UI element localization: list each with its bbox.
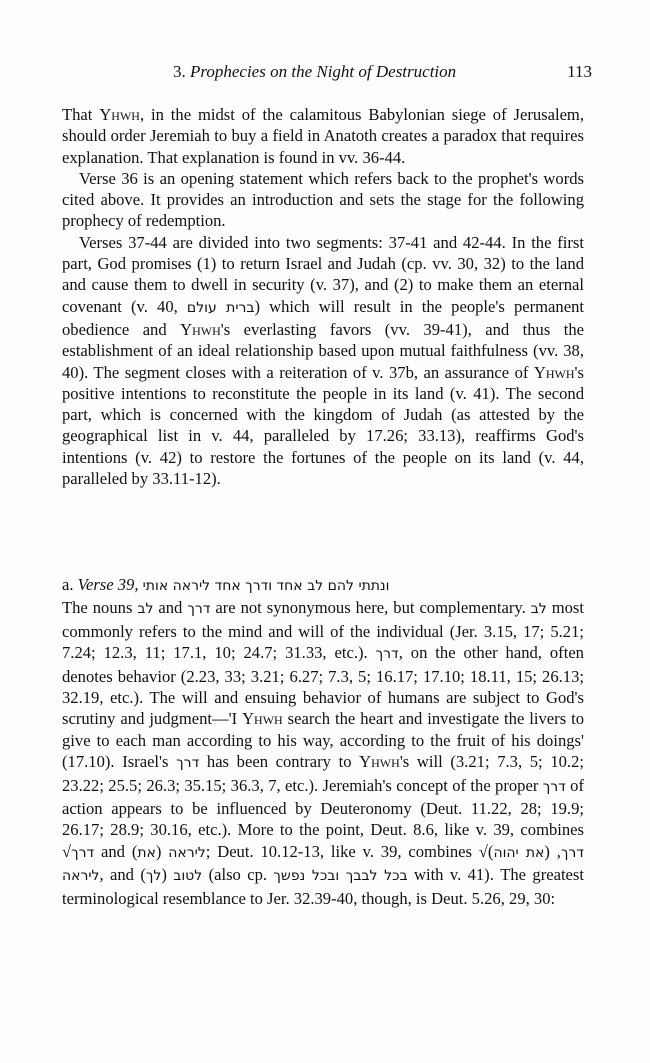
verse-label: Verse 39, <box>77 575 139 594</box>
hebrew-term: לב <box>137 601 154 618</box>
divine-name: Yhwh <box>180 319 221 339</box>
divine-name: Yhwh <box>242 709 283 729</box>
text-run: , and ( <box>99 865 146 885</box>
hebrew-term: בכל לבבך ובכל נפשך <box>273 868 408 885</box>
note-heading <box>62 574 584 597</box>
text-run: ) <box>487 841 494 861</box>
text-run: ; Deut. 10.12-13, like v. 39, combines √ <box>205 841 488 861</box>
hebrew-term: את <box>137 844 156 861</box>
text-run: search the heart and investigate the livers to give to each man according to his way, according to the fruit of his doings' (17.10). Israel's <box>62 709 585 772</box>
text-run: ) <box>161 865 174 885</box>
text-run: 's positive intentions to reconstitute the people in its land (v. 41). The second part, which is concerned with the kingdom of Judah (as attested by the geographical list in v. 44, paralleled by 17.26; 33.13), reaffirms God's intentions (v. 42) to restore the fortunes of the people on its land (v. 44, paralleled by 33.11-12). <box>62 362 584 489</box>
hebrew-term: ליראה <box>168 844 206 861</box>
text-run: and <box>153 598 188 618</box>
hebrew-term: לך <box>145 868 162 885</box>
hebrew-term: לב <box>530 601 547 618</box>
note-label: a. <box>62 575 78 594</box>
page-number: 113 <box>567 62 592 81</box>
hebrew-term: דרך <box>71 844 95 861</box>
text-run: 's will (3.21; 7.3, 5; 10.2; 23.22; 25.5; 26.3; 35.15; 36.3, 7, etc.). Jeremiah's concept of the proper <box>62 752 584 795</box>
text-run: with v. 41). The greatest terminological resemblance to Jer. 32.39-40, though, is Deut. 5.26, 29, 30: <box>62 865 584 908</box>
chapter-number: 3. <box>173 62 186 81</box>
text-run: and ( <box>94 841 138 861</box>
chapter-title: Prophecies on the Night of Destruction <box>190 62 457 81</box>
hebrew-term: דרך <box>560 844 584 861</box>
hebrew-term: ליראה <box>62 868 100 885</box>
text-run: , ( <box>544 841 561 861</box>
text-run: are not synonymous here, but complementary. <box>210 598 531 618</box>
paragraph-2: Verse 36 is an opening statement which refers back to the prophet's words cited above. It provides an introduction and sets the stage for the following prophecy of redemption. <box>62 168 584 231</box>
hebrew-quote: ונתתי להם לב אחד ודרך אחד ליראה אותי <box>142 578 390 594</box>
notes-section <box>62 574 584 909</box>
running-title <box>173 62 456 82</box>
hebrew-term: דרך <box>375 646 399 663</box>
body-text <box>62 104 584 489</box>
divine-name: Yhwh <box>99 105 140 124</box>
running-header <box>60 62 592 86</box>
divine-name: Yhwh <box>533 362 575 382</box>
text-run: has been contrary to <box>199 752 360 772</box>
text-run: , on the other hand, often denotes behavior (2.23, 33; 3.21; 6.27; 7.3, 5; 16.17; 17.10; 18.11, 15; 26.13; 32.19, etc.). The will and ensuing behavior of humans are subject to God's scrutiny and judgment—'I <box>62 643 584 729</box>
hebrew-term: לטוב <box>173 868 203 885</box>
hebrew-term: דרך <box>187 601 211 618</box>
text-run: most commonly refers to the mind and will of the individual (Jer. 3.15, 17; 5.21; 7.24; 12.3, 11; 17.1, 10; 24.7; 31.33, etc.). <box>62 598 584 663</box>
text-run: (also cp. <box>202 865 274 885</box>
text-run: ) <box>155 841 169 861</box>
text-run: Verses 37-44 are divided into two segments: 37-41 and 42-44. In the first part, God promises (1) to return Israel and Judah (cp. vv. 30, 32) to the land and cause them to dwell in security (v. 37), and (2) to make them an eternal covenant (v. 40, <box>62 232 584 316</box>
hebrew-term: דרך <box>176 755 200 772</box>
text-run: , in the midst of the calamitous Babylonian siege of Jerusalem, should order Jeremiah to buy a field in Anatoth creates a paradox that requires explanation. That explanation is found in vv. 36-44. <box>62 105 584 167</box>
text-run: The nouns <box>62 598 138 618</box>
note-body <box>62 597 584 909</box>
paragraph-1 <box>62 104 584 168</box>
paragraph-3 <box>62 232 584 490</box>
hebrew-term: דרך <box>542 778 566 795</box>
text-run: of action appears to be influenced by Deuteronomy (Deut. 11.22, 28; 19.9; 26.17; 28.9; 30.16, etc.). More to the point, Deut. 8.6, like v. 39, combines √ <box>62 775 584 861</box>
hebrew-term: את יהוה <box>493 844 545 861</box>
text-run: ) which will result in the people's permanent obedience and <box>62 296 584 339</box>
divine-name: Yhwh <box>359 752 400 772</box>
text-run: 's everlasting favors (vv. 39-41), and thus the establishment of an ideal relationship based upon mutual faithfulness (vv. 38, 40). The segment closes with a reiteration of v. 37b, an assurance of <box>62 319 584 382</box>
hebrew-term: ברית עולם <box>186 299 255 316</box>
text-run: That <box>62 105 100 124</box>
